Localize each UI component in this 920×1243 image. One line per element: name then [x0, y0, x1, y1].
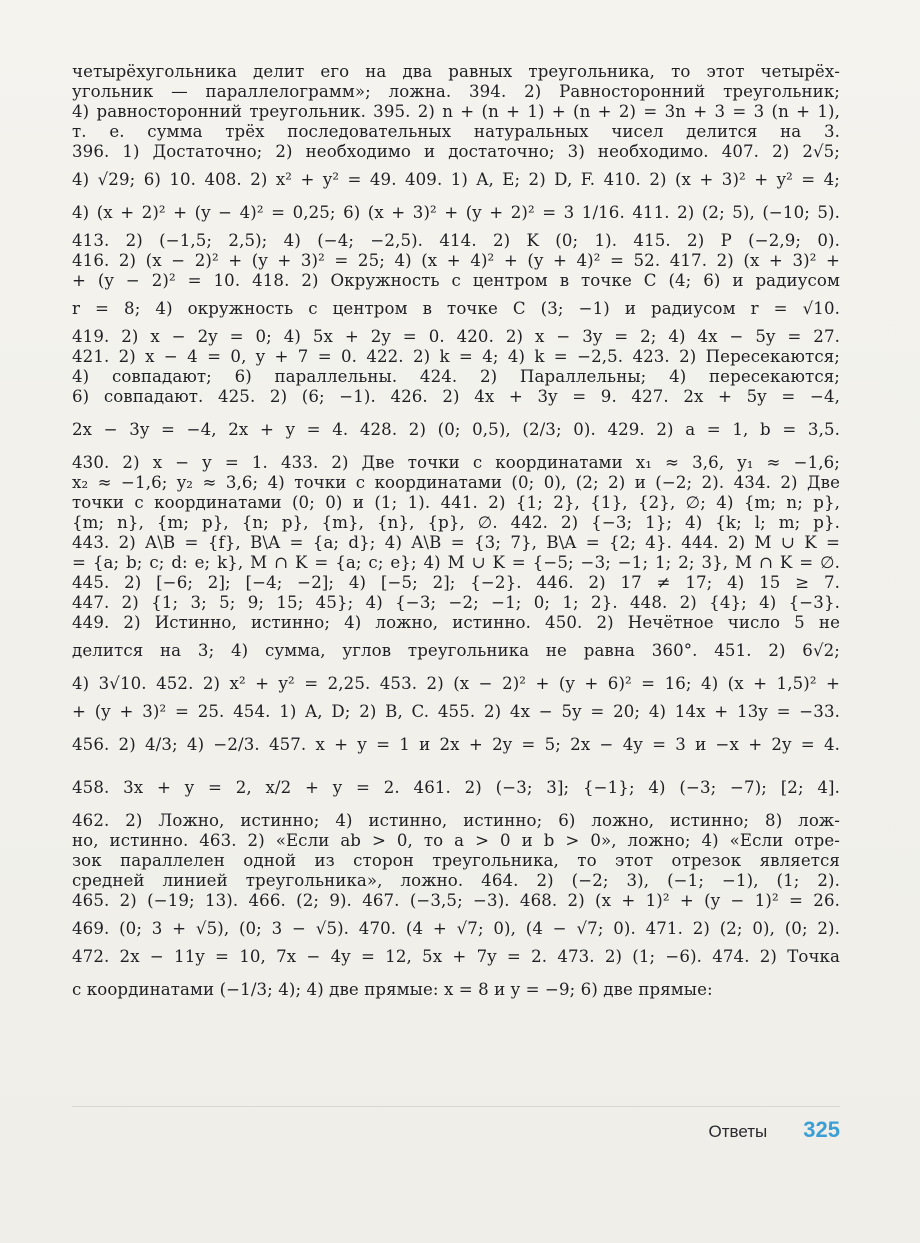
text-line: 4) 3√10. 452. 2) x² + y² = 2,25. 453. 2) (x − 2)² + (y + 6)² = 16; 4) (x + 1,5)² +: [72, 674, 840, 693]
text-line: 416. 2) (x − 2)² + (y + 3)² = 25; 4) (x + 4)² + (y + 4)² = 52. 417. 2) (x + 3)² +: [72, 251, 840, 270]
text-line: 447. 2) {1; 3; 5; 9; 15; 45}; 4) {−3; −2; −1; 0; 1; 2}. 448. 2) {4}; 4) {−3}.: [72, 593, 840, 612]
text-line: 462. 2) Ложно, истинно; 4) истинно, истинно; 6) ложно, истинно; 8) лож-: [72, 811, 840, 830]
text-line: r = 8; 4) окружность с центром в точке C (3; −1) и радиусом r = √10.: [72, 299, 840, 318]
text-line: 472. 2x − 11y = 10, 7x − 4y = 12, 5x + 7y = 2. 473. 2) (1; −6). 474. 2) Точка: [72, 947, 840, 966]
text-line: 421. 2) x − 4 = 0, y + 7 = 0. 422. 2) k = 4; 4) k = −2,5. 423. 2) Пересекаются;: [72, 347, 840, 366]
page-number: 325: [803, 1117, 840, 1142]
text-line: угольник — параллелограмм»; ложна. 394. 2) Равносторонний треугольник;: [72, 82, 840, 101]
text-line: с координатами (−1/3; 4); 4) две прямые: x = 8 и y = −9; 6) две прямые:: [72, 980, 713, 999]
text-line: 4) √29; 6) 10. 408. 2) x² + y² = 49. 409. 1) A, E; 2) D, F. 410. 2) (x + 3)² + y² = 4;: [72, 170, 840, 189]
text-line: = {a; b; c; d: e; k}, M ∩ K = {a; c; e}; 4) M ∪ K = {−5; −3; −1; 1; 2; 3}, M ∩ K = ∅.: [72, 553, 840, 572]
text-line: точки с координатами (0; 0) и (1; 1). 441. 2) {1; 2}, {1}, {2}, ∅; 4) {m; n; p},: [72, 493, 840, 512]
text-line: 469. (0; 3 + √5), (0; 3 − √5). 470. (4 + √7; 0), (4 − √7; 0). 471. 2) (2; 0), (0; 2).: [72, 919, 840, 938]
text-line: 449. 2) Истинно, истинно; 4) ложно, истинно. 450. 2) Нечётное число 5 не: [72, 613, 840, 632]
text-line: 2x − 3y = −4, 2x + y = 4. 428. 2) (0; 0,5), (2/3; 0). 429. 2) a = 1, b = 3,5.: [72, 420, 840, 439]
text-line: {m; n}, {m; p}, {n; p}, {m}, {n}, {p}, ∅. 442. 2) {−3; 1}; 4) {k; l; m; p}.: [72, 513, 840, 532]
text-line: средней линией треугольника», ложно. 464. 2) (−2; 3), (−1; −1), (1; 2).: [72, 871, 840, 890]
text-line: 458. 3x + y = 2, x/2 + y = 2. 461. 2) (−3; 3]; {−1}; 4) (−3; −7); [2; 4].: [72, 778, 840, 797]
text-line: 4) совпадают; 6) параллельны. 424. 2) Параллельны; 4) пересекаются;: [72, 367, 840, 386]
text-line: 443. 2) A\B = {f}, B\A = {a; d}; 4) A\B = {3; 7}, B\A = {2; 4}. 444. 2) M ∪ K =: [72, 533, 840, 552]
text-line: зок параллелен одной из сторон треугольника, то этот отрезок является: [72, 851, 840, 870]
text-line: 396. 1) Достаточно; 2) необходимо и достаточно; 3) необходимо. 407. 2) 2√5;: [72, 142, 840, 161]
section-label: Ответы: [708, 1122, 768, 1141]
text-line: четырёхугольника делит его на два равных треугольника, то этот четырёх-: [72, 62, 840, 81]
page-footer: [660, 1117, 840, 1147]
text-line: + (y − 2)² = 10. 418. 2) Окружность с центром в точке C (4; 6) и радиусом: [72, 271, 840, 290]
text-line: 419. 2) x − 2y = 0; 4) 5x + 2y = 0. 420. 2) x − 3y = 2; 4) 4x − 5y = 27.: [72, 327, 840, 346]
text-line: 445. 2) [−6; 2]; [−4; −2]; 4) [−5; 2]; {−2}. 446. 2) 17 ≠ 17; 4) 15 ≥ 7.: [72, 573, 840, 592]
text-line: x₂ ≈ −1,6; y₂ ≈ 3,6; 4) точки с координатами (0; 0), (2; 2) и (−2; 2). 434. 2) Две: [72, 473, 840, 492]
text-line: 4) равносторонний треугольник. 395. 2) n + (n + 1) + (n + 2) = 3n + 3 = 3 (n + 1),: [72, 102, 840, 121]
text-line: т. е. сумма трёх последовательных натуральных чисел делится на 3.: [72, 122, 840, 141]
text-line: + (y + 3)² = 25. 454. 1) A, D; 2) B, C. 455. 2) 4x − 5y = 20; 4) 14x + 13y = −33.: [72, 702, 840, 721]
text-line: 456. 2) 4/3; 4) −2/3. 457. x + y = 1 и 2x + 2y = 5; 2x − 4y = 3 и −x + 2y = 4.: [72, 735, 840, 754]
text-line: но, истинно. 463. 2) «Если ab > 0, то a > 0 и b > 0», ложно; 4) «Если отре-: [72, 831, 840, 850]
text-line: 465. 2) (−19; 13). 466. (2; 9). 467. (−3,5; −3). 468. 2) (x + 1)² + (y − 1)² = 26.: [72, 891, 840, 910]
text-line: 4) (x + 2)² + (y − 4)² = 0,25; 6) (x + 3)² + (y + 2)² = 3 1/16. 411. 2) (2; 5), (−10; 5).: [72, 203, 840, 222]
text-line: 6) совпадают. 425. 2) (6; −1). 426. 2) 4x + 3y = 9. 427. 2x + 5y = −4,: [72, 387, 840, 406]
answers-text: [72, 62, 840, 1013]
text-line: делится на 3; 4) сумма, углов треугольника не равна 360°. 451. 2) 6√2;: [72, 641, 840, 660]
text-line: 413. 2) (−1,5; 2,5); 4) (−4; −2,5). 414. 2) K (0; 1). 415. 2) P (−2,9; 0).: [72, 231, 840, 250]
footer-divider: [72, 1106, 840, 1107]
text-line: 430. 2) x − y = 1. 433. 2) Две точки с координатами x₁ ≈ 3,6, y₁ ≈ −1,6;: [72, 453, 840, 472]
